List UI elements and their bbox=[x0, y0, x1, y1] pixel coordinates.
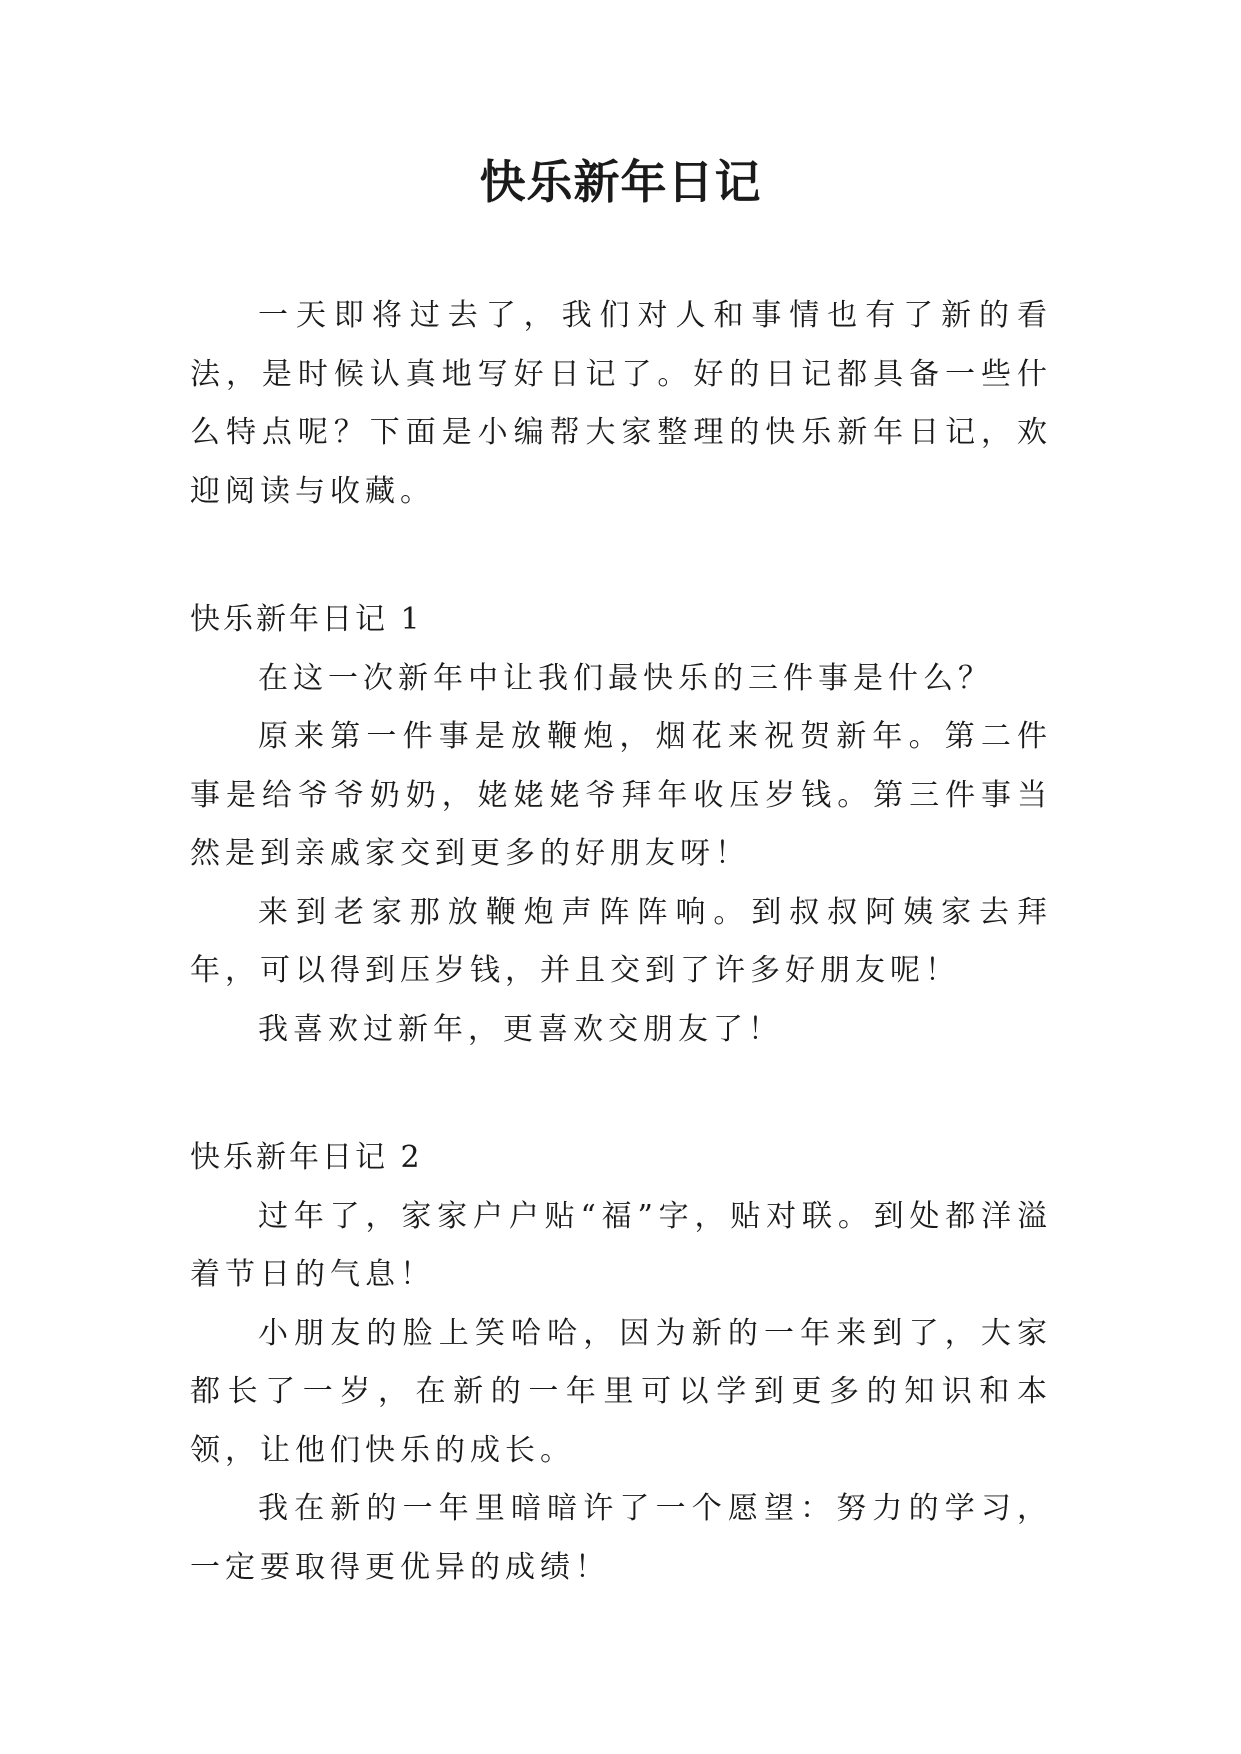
intro-paragraph: 一天即将过去了，我们对人和事情也有了新的看法，是时候认真地写好日记了。好的日记都具备一些什么特点呢？下面是小编帮大家整理的快乐新年日记，欢迎阅读与收藏。 bbox=[190, 298, 1052, 509]
document-title: 快乐新年日记 bbox=[479, 155, 762, 209]
section-spacer bbox=[190, 1059, 1052, 1129]
body-paragraph: 在这一次新年中让我们最快乐的三件事是什么？ bbox=[258, 660, 993, 696]
body-paragraph: 过年了，家家户户贴“福”字，贴对联。到处都洋溢着节日的气息！ bbox=[190, 1198, 1052, 1292]
diary-section-2 bbox=[190, 1129, 1052, 1597]
section-heading: 快乐新年日记 1 bbox=[190, 602, 423, 637]
diary-section-1 bbox=[190, 591, 1052, 1059]
body-paragraph: 我在新的一年里暗暗许了一个愿望：努力的学习，一定要取得更优异的成绩！ bbox=[190, 1491, 1052, 1585]
body-paragraph: 我喜欢过新年，更喜欢交朋友了！ bbox=[258, 1011, 783, 1047]
body-paragraph: 来到老家那放鞭炮声阵阵响。到叔叔阿姨家去拜年，可以得到压岁钱，并且交到了许多好朋友呢！ bbox=[190, 894, 1052, 988]
document-body bbox=[190, 287, 1052, 1597]
body-paragraph: 小朋友的脸上笑哈哈，因为新的一年来到了，大家都长了一岁，在新的一年里可以学到更多的知识和本领，让他们快乐的成长。 bbox=[190, 1315, 1052, 1468]
body-paragraph: 原来第一件事是放鞭炮，烟花来祝贺新年。第二件事是给爷爷奶奶，姥姥姥爷拜年收压岁钱。第三件事当然是到亲戚家交到更多的好朋友呀！ bbox=[190, 719, 1052, 871]
section-heading: 快乐新年日记 2 bbox=[190, 1140, 423, 1175]
